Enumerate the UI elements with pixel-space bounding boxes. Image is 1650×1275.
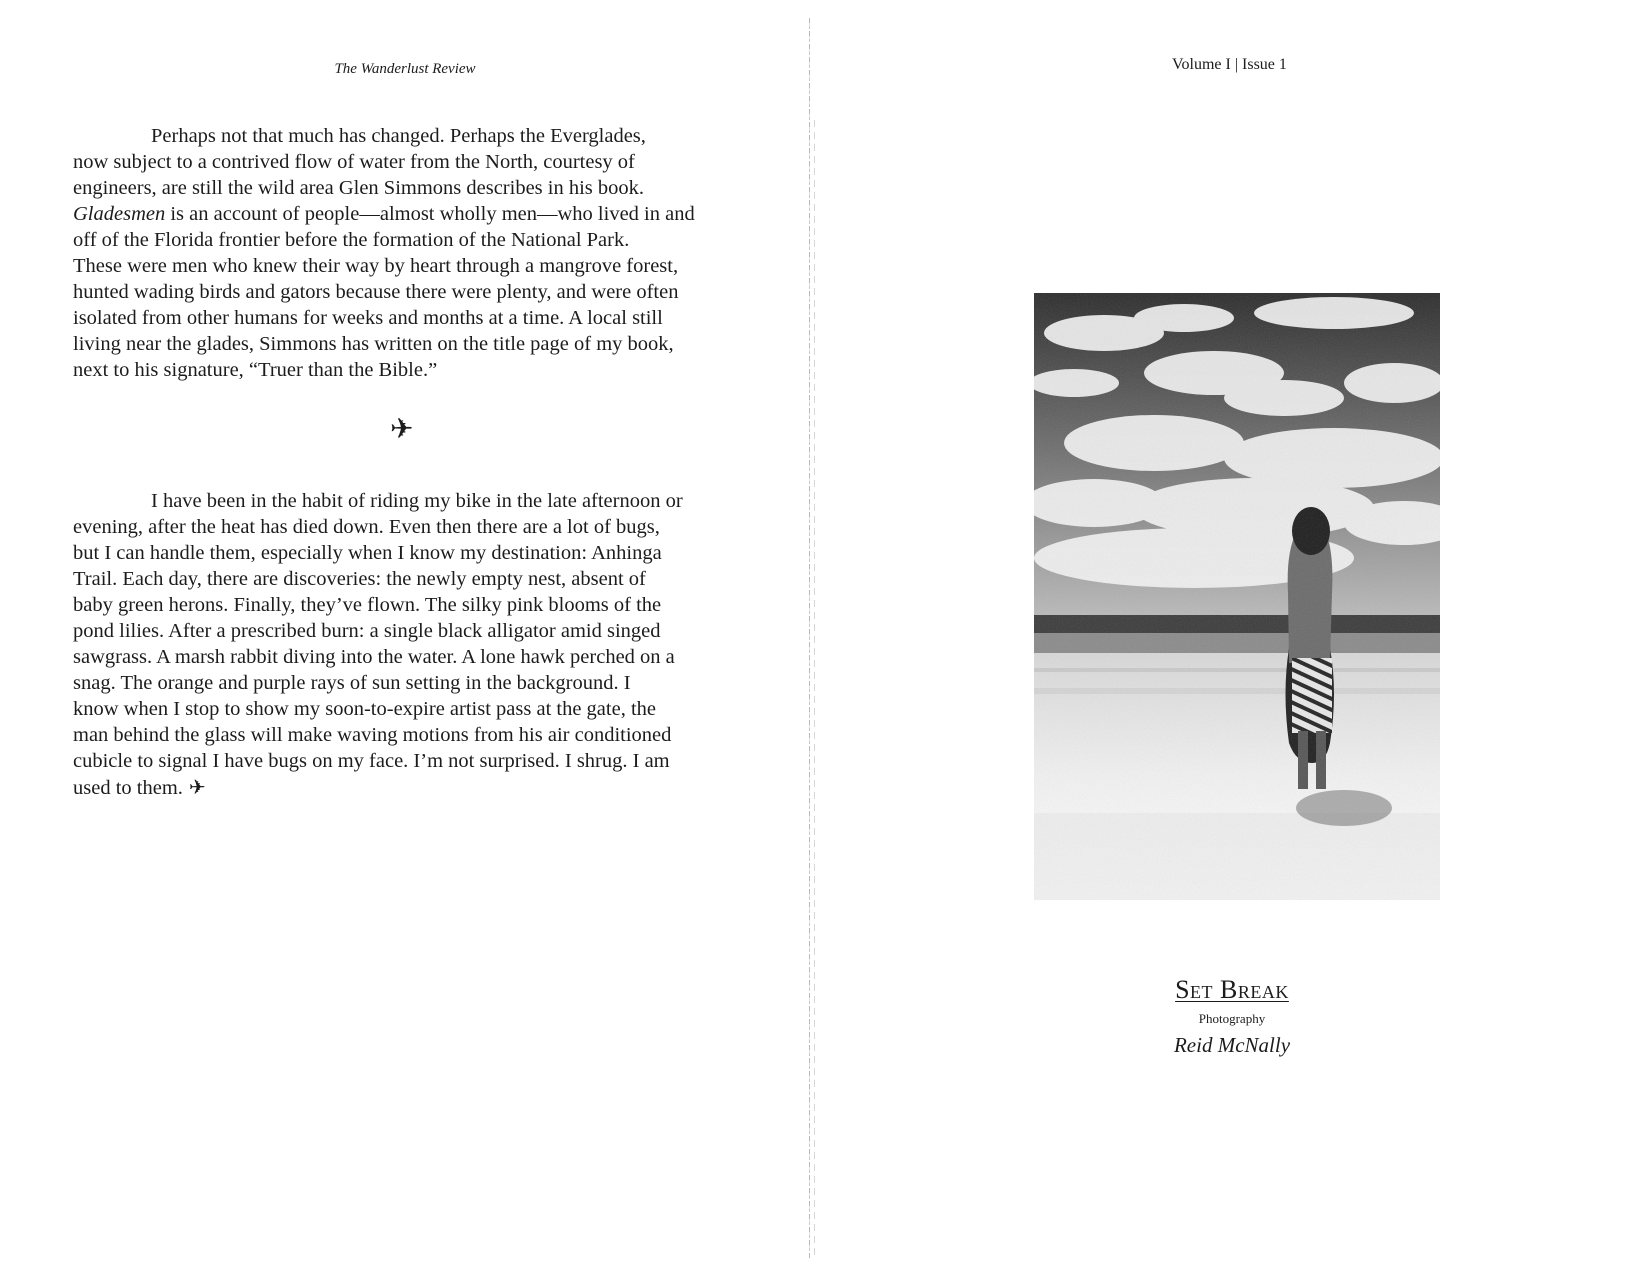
paragraph-line: next to his signature, “Truer than the Bible.” [73, 359, 438, 381]
paragraph-line: sawgrass. A marsh rabbit diving into the water. A lone hawk perched on a [73, 646, 675, 668]
paragraph-line: know when I stop to show my soon-to-expire artist pass at the gate, the [73, 698, 656, 720]
paragraph-line: These were men who knew their way by heart through a mangrove forest, [73, 255, 679, 277]
right-page [812, 0, 1650, 1275]
paragraph-line: baby green herons. Finally, they’ve flown. The silky pink blooms of the [73, 594, 662, 616]
airplane-icon: ✈ [390, 412, 414, 445]
paragraph-line: but I can handle them, especially when I know my destination: Anhinga [73, 542, 662, 564]
caption-medium: Photography [1198, 1011, 1266, 1026]
paragraph-line-text: is an account of people—almost wholly men—who lived in and [165, 203, 695, 225]
paragraph-line [73, 201, 743, 227]
left-page [0, 0, 810, 1275]
paragraph-line: isolated from other humans for weeks and months at a time. A local still [73, 307, 663, 329]
caption-title: Set Break [1175, 975, 1289, 1004]
paragraph-line: now subject to a contrived flow of water from the North, courtesy of [73, 151, 635, 173]
page-gutter [809, 18, 810, 1258]
paragraph-line: off of the Florida frontier before the formation of the National Park. [73, 229, 630, 251]
paragraph-line: cubicle to signal I have bugs on my face. I’m not surprised. I shrug. I am [73, 750, 670, 772]
caption-author: Reid McNally [1173, 1033, 1291, 1057]
paragraph-line: hunted wading birds and gators because there were plenty, and were often [73, 281, 679, 303]
airplane-icon: ✈ [188, 775, 206, 799]
paragraph-line-text: used to them. [73, 777, 183, 799]
paragraph-line: snag. The orange and purple rays of sun setting in the background. I [73, 672, 631, 694]
paragraph-line [73, 774, 743, 801]
paragraph-line: living near the glades, Simmons has written on the title page of my book, [73, 333, 674, 355]
paragraph-line: Perhaps not that much has changed. Perhaps the Everglades, [151, 125, 646, 147]
paragraph-2 [73, 488, 743, 801]
paragraph-line: pond lilies. After a prescribed burn: a single black alligator amid singed [73, 620, 661, 642]
paragraph-1 [73, 123, 743, 383]
running-head-title: The Wanderlust Review [334, 61, 476, 77]
paragraph-line: man behind the glass will make waving motions from his air conditioned [73, 724, 672, 746]
paragraph-line: I have been in the habit of riding my bike in the late afternoon or [151, 490, 683, 512]
running-head-issue: Volume I | Issue 1 [1172, 56, 1287, 73]
beach-photograph [1034, 293, 1440, 900]
book-title: Gladesmen [73, 203, 166, 225]
paragraph-line: Trail. Each day, there are discoveries: the newly empty nest, absent of [73, 568, 646, 590]
paragraph-line: evening, after the heat has died down. Even then there are a lot of bugs, [73, 516, 660, 538]
paragraph-line: engineers, are still the wild area Glen Simmons describes in his book. [73, 177, 645, 199]
